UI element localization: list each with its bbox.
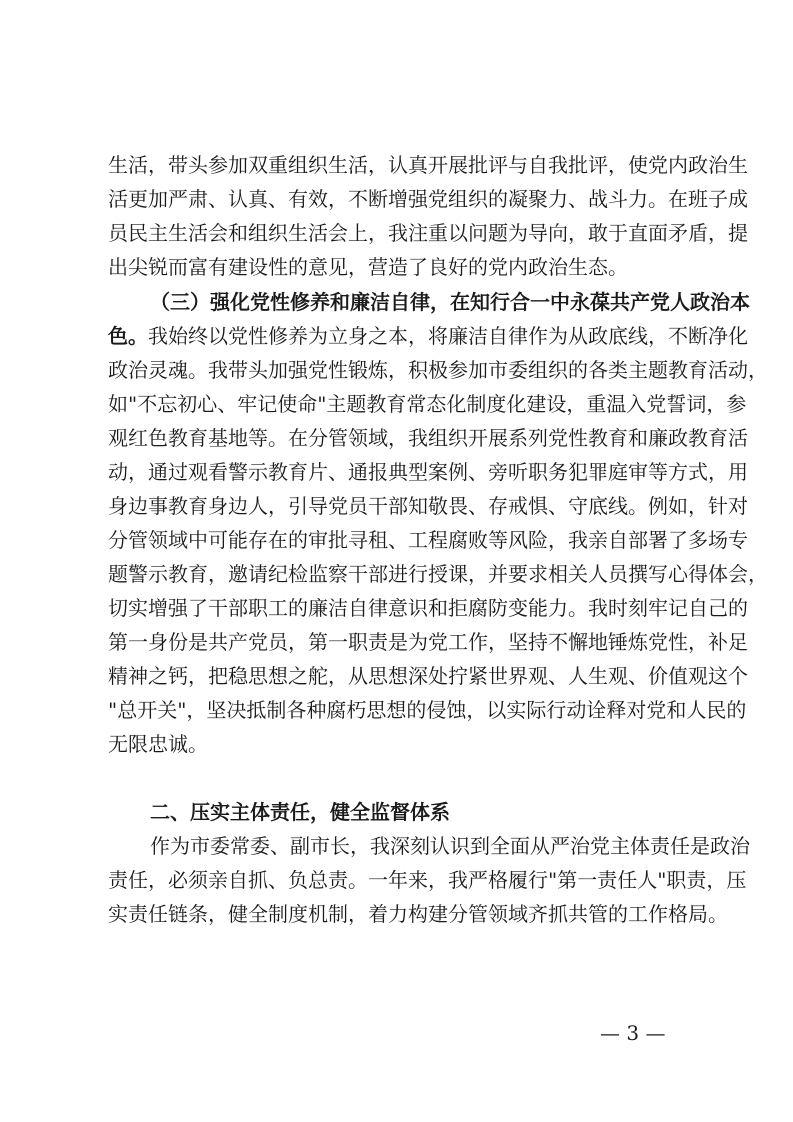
- text-line: 分管领域中可能存在的审批寻租、工程腐败等风险，我亲自部署了多场专: [108, 528, 748, 552]
- subsection-heading-tail: 色。: [108, 324, 148, 348]
- text-line: 切实增强了干部职工的廉洁自律意识和拒腐防变能力。我时刻牢记自己的: [108, 596, 748, 620]
- text-line: 生活，带头参加双重组织生活，认真开展批评与自我批评，使党内政治生: [108, 153, 748, 177]
- page-number: — 3 —: [600, 1021, 666, 1045]
- text-line: 精神之钙，把稳思想之舵，从思想深处拧紧世界观、人生观、价值观这个: [108, 664, 748, 688]
- text-line: 身边事教育身边人，引导党员干部知敬畏、存戒惧、守底线。例如，针对: [108, 494, 748, 518]
- text-line: 作为市委常委、副市长，我深刻认识到全面从严治党主体责任是政治: [150, 834, 750, 858]
- text-line: [108, 319, 748, 353]
- text-line: 员民主生活会和组织生活会上，我注重以问题为导向，敢于直面矛盾，提: [108, 221, 748, 245]
- text-line: 活更加严肃、认真、有效，不断增强党组织的凝聚力、战斗力。在班子成: [108, 187, 748, 211]
- text-line: 实责任链条，健全制度机制，着力构建分管领域齐抓共管的工作格局。: [108, 902, 728, 926]
- text-line: 无限忠诚。: [108, 732, 208, 756]
- text-line: 如"不忘初心、牢记使命"主题教育常态化制度化建设，重温入党誓词，参: [108, 392, 747, 416]
- text-line: 动，通过观看警示教育片、通报典型案例、旁听职务犯罪庭审等方式，用: [108, 460, 748, 484]
- text-span: 我始终以党性修养为立身之本，将廉洁自律作为从政底线，不断净化: [148, 324, 748, 348]
- text-line: 观红色教育基地等。在分管领域，我组织开展系列党性教育和廉政教育活: [108, 426, 748, 450]
- section-heading: 二、压实主体责任，健全监督体系: [150, 800, 450, 824]
- text-line: 责任，必须亲自抓、负总责。一年来，我严格履行"第一责任人"职责，压: [108, 868, 747, 892]
- text-line: 第一身份是共产党员，第一职责是为党工作，坚持不懈地锤炼党性，补足: [108, 630, 748, 654]
- text-line: 题警示教育，邀请纪检监察干部进行授课，并要求相关人员撰写心得体会，: [108, 562, 768, 586]
- subsection-heading: （三）强化党性修养和廉洁自律，在知行合一中永葆共产党人政治本: [150, 290, 750, 314]
- text-line: "总开关"，坚决抵制各种腐朽思想的侵蚀，以实际行动诠释对党和人民的: [108, 698, 747, 722]
- text-line: 出尖锐而富有建设性的意见，营造了良好的党内政治生态。: [108, 255, 628, 279]
- text-line: 政治灵魂。我带头加强党性锻炼，积极参加市委组织的各类主题教育活动，: [108, 358, 768, 382]
